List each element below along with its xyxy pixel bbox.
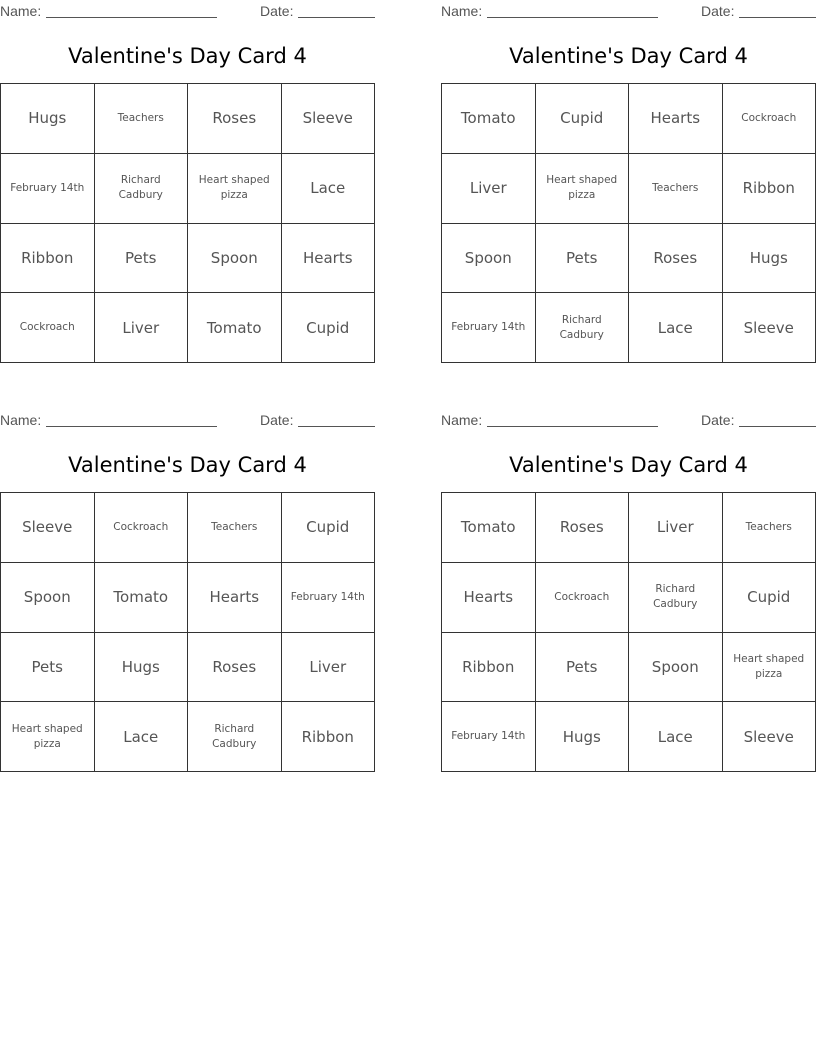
grid-cell: Cupid bbox=[535, 84, 629, 154]
card-title: Valentine's Day Card 4 bbox=[68, 44, 307, 68]
card-header-fields bbox=[0, 411, 375, 429]
grid-row bbox=[442, 223, 816, 293]
grid-cell: Cockroach bbox=[535, 562, 629, 632]
grid-cell: Liver bbox=[629, 493, 723, 563]
name-label: Name: bbox=[0, 3, 42, 19]
grid-cell: Richard Cadbury bbox=[629, 562, 723, 632]
grid-cell: Hugs bbox=[94, 632, 188, 702]
bingo-grid bbox=[0, 492, 375, 772]
grid-cell: Tomato bbox=[442, 84, 536, 154]
date-blank-line bbox=[739, 426, 816, 427]
grid-cell: Tomato bbox=[94, 562, 188, 632]
grid-row bbox=[1, 493, 375, 563]
bingo-card-3 bbox=[0, 409, 375, 774]
grid-cell: Sleeve bbox=[1, 493, 95, 563]
grid-row bbox=[1, 223, 375, 293]
grid-cell: Hearts bbox=[281, 223, 375, 293]
grid-row bbox=[442, 562, 816, 632]
card-header-fields bbox=[0, 2, 375, 20]
grid-cell: Liver bbox=[94, 293, 188, 363]
grid-cell: Teachers bbox=[188, 493, 282, 563]
grid-row bbox=[442, 153, 816, 223]
grid-cell: Ribbon bbox=[1, 223, 95, 293]
name-blank-line bbox=[46, 426, 217, 427]
name-label: Name: bbox=[0, 412, 42, 428]
grid-cell: Heart shaped pizza bbox=[1, 702, 95, 772]
grid-cell: Heart shaped pizza bbox=[188, 153, 282, 223]
bingo-grid bbox=[441, 492, 816, 772]
grid-row bbox=[442, 702, 816, 772]
grid-cell: Hugs bbox=[722, 223, 816, 293]
grid-cell: Sleeve bbox=[722, 293, 816, 363]
grid-row bbox=[442, 84, 816, 154]
grid-row bbox=[1, 562, 375, 632]
grid-cell: Roses bbox=[629, 223, 723, 293]
card-header-fields bbox=[441, 411, 816, 429]
grid-cell: Teachers bbox=[722, 493, 816, 563]
grid-cell: Cockroach bbox=[94, 493, 188, 563]
name-blank-line bbox=[487, 426, 658, 427]
date-label: Date: bbox=[260, 412, 294, 428]
date-blank-line bbox=[298, 426, 375, 427]
card-header-fields bbox=[441, 2, 816, 20]
name-blank-line bbox=[46, 17, 217, 18]
grid-cell: Tomato bbox=[188, 293, 282, 363]
grid-cell: Sleeve bbox=[281, 84, 375, 154]
grid-cell: Hugs bbox=[1, 84, 95, 154]
grid-cell: Pets bbox=[535, 632, 629, 702]
grid-cell: Spoon bbox=[442, 223, 536, 293]
grid-cell: Spoon bbox=[1, 562, 95, 632]
grid-cell: Heart shaped pizza bbox=[535, 153, 629, 223]
grid-cell: Richard Cadbury bbox=[94, 153, 188, 223]
grid-cell: Ribbon bbox=[281, 702, 375, 772]
grid-cell: Richard Cadbury bbox=[535, 293, 629, 363]
date-label: Date: bbox=[260, 3, 294, 19]
grid-cell: Heart shaped pizza bbox=[722, 632, 816, 702]
date-blank-line bbox=[739, 17, 816, 18]
bingo-card-2 bbox=[441, 0, 816, 365]
name-label: Name: bbox=[441, 412, 483, 428]
grid-cell: February 14th bbox=[442, 293, 536, 363]
grid-row bbox=[1, 632, 375, 702]
grid-cell: Pets bbox=[1, 632, 95, 702]
grid-cell: Lace bbox=[629, 702, 723, 772]
grid-cell: Cupid bbox=[281, 293, 375, 363]
grid-cell: Roses bbox=[188, 84, 282, 154]
date-blank-line bbox=[298, 17, 375, 18]
grid-row bbox=[1, 153, 375, 223]
date-label: Date: bbox=[701, 3, 735, 19]
grid-cell: Tomato bbox=[442, 493, 536, 563]
card-title: Valentine's Day Card 4 bbox=[68, 453, 307, 477]
grid-cell: Cockroach bbox=[1, 293, 95, 363]
grid-cell: Pets bbox=[94, 223, 188, 293]
grid-cell: Spoon bbox=[629, 632, 723, 702]
grid-row bbox=[1, 293, 375, 363]
bingo-grid bbox=[441, 83, 816, 363]
grid-cell: Hearts bbox=[188, 562, 282, 632]
grid-cell: Cockroach bbox=[722, 84, 816, 154]
grid-cell: Cupid bbox=[281, 493, 375, 563]
grid-cell: Ribbon bbox=[722, 153, 816, 223]
grid-cell: Teachers bbox=[629, 153, 723, 223]
grid-cell: Pets bbox=[535, 223, 629, 293]
grid-cell: Lace bbox=[94, 702, 188, 772]
grid-cell: Lace bbox=[629, 293, 723, 363]
grid-cell: Ribbon bbox=[442, 632, 536, 702]
grid-cell: Richard Cadbury bbox=[188, 702, 282, 772]
bingo-card-4 bbox=[441, 409, 816, 774]
grid-cell: Teachers bbox=[94, 84, 188, 154]
name-label: Name: bbox=[441, 3, 483, 19]
grid-cell: Lace bbox=[281, 153, 375, 223]
grid-cell: Spoon bbox=[188, 223, 282, 293]
grid-cell: Cupid bbox=[722, 562, 816, 632]
card-title: Valentine's Day Card 4 bbox=[509, 453, 748, 477]
grid-row bbox=[1, 84, 375, 154]
bingo-card-1 bbox=[0, 0, 375, 365]
grid-row bbox=[442, 293, 816, 363]
grid-cell: February 14th bbox=[442, 702, 536, 772]
card-title: Valentine's Day Card 4 bbox=[509, 44, 748, 68]
grid-cell: Liver bbox=[281, 632, 375, 702]
grid-cell: Liver bbox=[442, 153, 536, 223]
grid-cell: Roses bbox=[188, 632, 282, 702]
name-blank-line bbox=[487, 17, 658, 18]
grid-row bbox=[1, 702, 375, 772]
grid-cell: Roses bbox=[535, 493, 629, 563]
bingo-grid bbox=[0, 83, 375, 363]
grid-cell: February 14th bbox=[1, 153, 95, 223]
grid-cell: Hearts bbox=[442, 562, 536, 632]
grid-cell: Hearts bbox=[629, 84, 723, 154]
date-label: Date: bbox=[701, 412, 735, 428]
grid-cell: Hugs bbox=[535, 702, 629, 772]
grid-row bbox=[442, 632, 816, 702]
grid-cell: Sleeve bbox=[722, 702, 816, 772]
grid-cell: February 14th bbox=[281, 562, 375, 632]
grid-row bbox=[442, 493, 816, 563]
